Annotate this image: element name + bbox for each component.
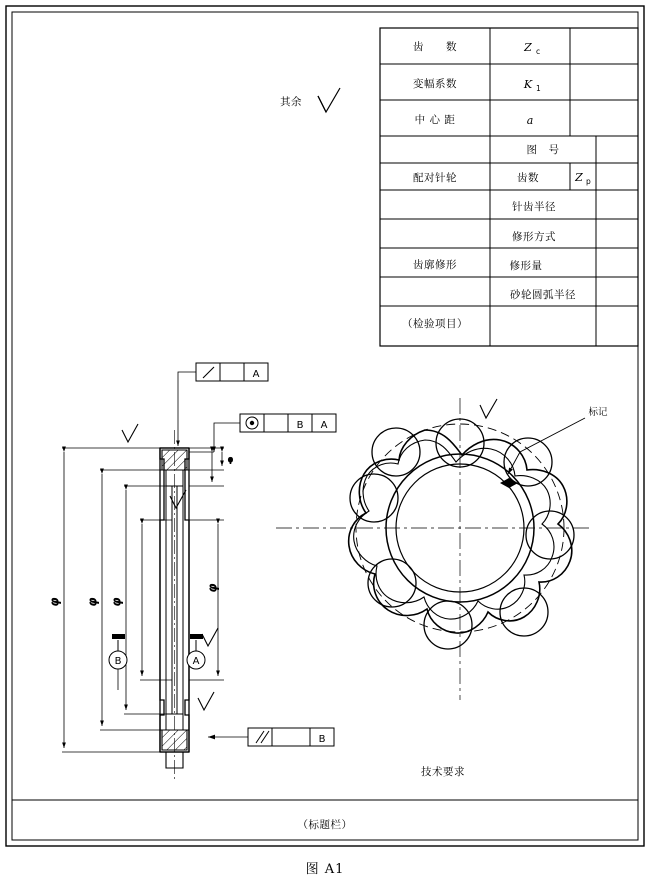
gdt-flatness-frame [178, 363, 268, 446]
dim-diameter-0: φ [48, 598, 61, 606]
profile-item-1: 修形量 [509, 260, 543, 272]
param-row-2-symbol: a [526, 114, 534, 127]
pin-item-1-symbol: Z [575, 171, 583, 184]
parameter-table [380, 28, 638, 346]
tech-requirement-label: 技术要求 [421, 766, 465, 778]
front-view-cycloid-disc [276, 398, 608, 700]
datum-symbol-b [109, 634, 127, 690]
gdt-concentricity-frame [189, 414, 336, 452]
section-dimensions [48, 430, 233, 782]
param-row-1-symbol-sub: 1 [536, 84, 541, 93]
gdt-flatness-datum: A [252, 369, 260, 380]
gdt-conc-datum-1: B [296, 420, 304, 431]
surface-all-label: 其余 [280, 96, 302, 108]
pin-hole [504, 438, 552, 486]
dim-diameter-2: φ [110, 598, 123, 606]
pin-group-label: 配对针轮 [413, 172, 457, 184]
pin-item-0: 图 号 [526, 144, 560, 156]
title-block-label: （标题栏） [297, 819, 353, 831]
param-row-0-symbol: Z [524, 41, 532, 54]
gdt-parallelism-frame [208, 728, 334, 746]
dim-diameter-3: φ [206, 584, 219, 592]
surface-finish-all [280, 88, 340, 112]
pin-item-1-symbol-sub: p [586, 177, 591, 186]
mark-label: 标记 [588, 407, 608, 418]
param-row-0-symbol-sub: c [536, 47, 541, 56]
param-row-1-symbol: K [523, 78, 533, 91]
pin-item-1: 齿数 [517, 172, 539, 184]
param-row-0-name: 齿 数 [413, 41, 457, 53]
gdt-conc-datum-2: A [320, 420, 328, 431]
dim-thickness: φ [228, 455, 233, 464]
profile-item-0: 修形方式 [512, 231, 556, 243]
datum-a-letter: A [192, 656, 200, 667]
param-row-2-name: 中 心 距 [414, 114, 456, 126]
title-block [12, 800, 638, 831]
datum-b-letter: B [114, 656, 122, 667]
pin-hole [500, 588, 548, 636]
param-row-1-name: 变幅系数 [413, 78, 457, 90]
datum-symbol-a [187, 634, 205, 669]
gdt-parallel-datum: B [318, 734, 326, 745]
inspection-label: （检验项目） [402, 318, 468, 330]
profile-group-label: 齿廓修形 [413, 259, 457, 271]
surface-symbol-disc [480, 399, 497, 418]
figure-caption: 图 A1 [305, 862, 345, 877]
pin-hole [424, 601, 472, 649]
profile-item-2: 砂轮圆弧半径 [510, 289, 576, 301]
dim-diameter-1: φ [86, 598, 99, 606]
pin-item-2: 针齿半径 [512, 201, 556, 213]
